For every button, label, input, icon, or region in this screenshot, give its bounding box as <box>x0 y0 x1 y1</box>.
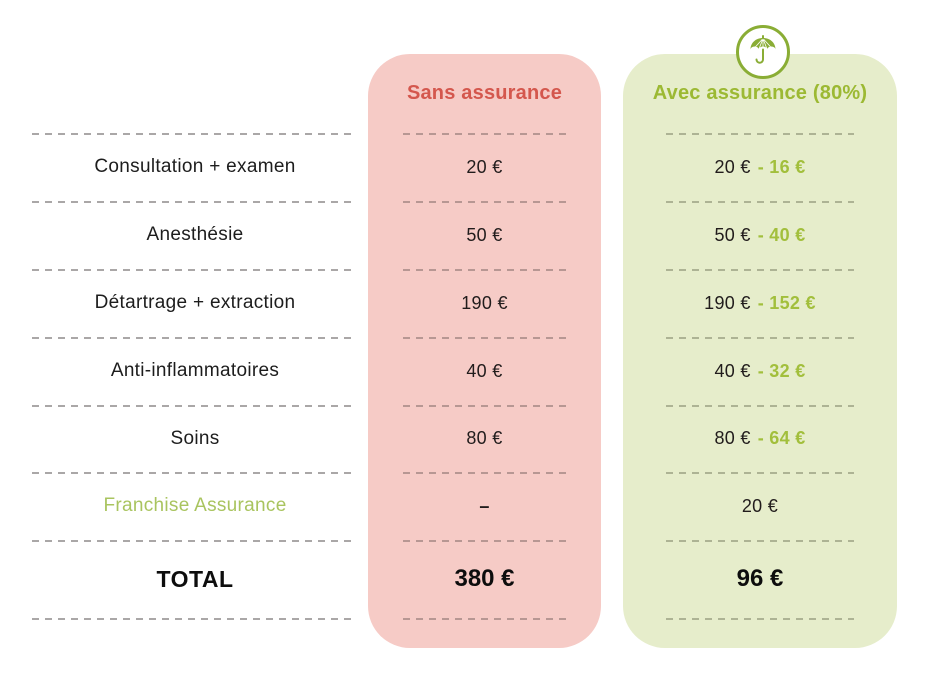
sans-assurance-card <box>368 54 601 648</box>
avec-value <box>623 337 897 405</box>
sans-value: 20 € <box>466 156 503 177</box>
total-row-label: TOTAL <box>156 565 234 592</box>
row-label: Soins <box>170 427 220 449</box>
row-labels-column <box>30 54 360 648</box>
avec-value-rebate: - 32 € <box>757 360 806 381</box>
avec-value-rebate: - 40 € <box>757 224 806 245</box>
row-label: Anesthésie <box>146 224 244 245</box>
avec-value-base: 20 € <box>714 156 751 177</box>
avec-franchise-value: 20 € <box>741 495 779 516</box>
sans-value: 40 € <box>466 360 503 381</box>
row-divider <box>403 618 570 620</box>
sans-total-value: 380 € <box>454 565 515 592</box>
avec-value-rebate: - 64 € <box>757 428 806 448</box>
avec-assurance-header: Avec assurance (80%) <box>652 82 868 104</box>
avec-value-base: 50 € <box>714 224 751 245</box>
avec-total-value: 96 € <box>736 565 784 592</box>
row-label: Consultation + examen <box>94 156 296 177</box>
avec-value-rebate: - 16 € <box>757 156 806 177</box>
sans-assurance-header: Sans assurance <box>406 82 563 104</box>
row-divider <box>32 618 356 620</box>
row-divider <box>666 618 854 620</box>
avec-value <box>623 405 897 472</box>
avec-assurance-card <box>623 54 897 648</box>
sans-value: 80 € <box>466 428 503 448</box>
sans-value: 50 € <box>466 224 503 245</box>
avec-value <box>623 133 897 201</box>
avec-value <box>623 201 897 269</box>
umbrella-icon <box>747 34 779 70</box>
sans-franchise-value: – <box>479 495 490 516</box>
row-label: Détartrage + extraction <box>94 292 296 313</box>
avec-value-base: 80 € <box>714 428 751 448</box>
avec-value-rebate: - 152 € <box>757 292 816 313</box>
sans-value: 190 € <box>461 292 508 313</box>
franchise-row-label: Franchise Assurance <box>103 495 287 516</box>
umbrella-badge <box>736 25 790 79</box>
avec-value <box>623 269 897 337</box>
row-label: Anti-inflammatoires <box>110 360 280 381</box>
avec-value-base: 40 € <box>714 360 751 381</box>
avec-value-base: 190 € <box>704 292 751 313</box>
